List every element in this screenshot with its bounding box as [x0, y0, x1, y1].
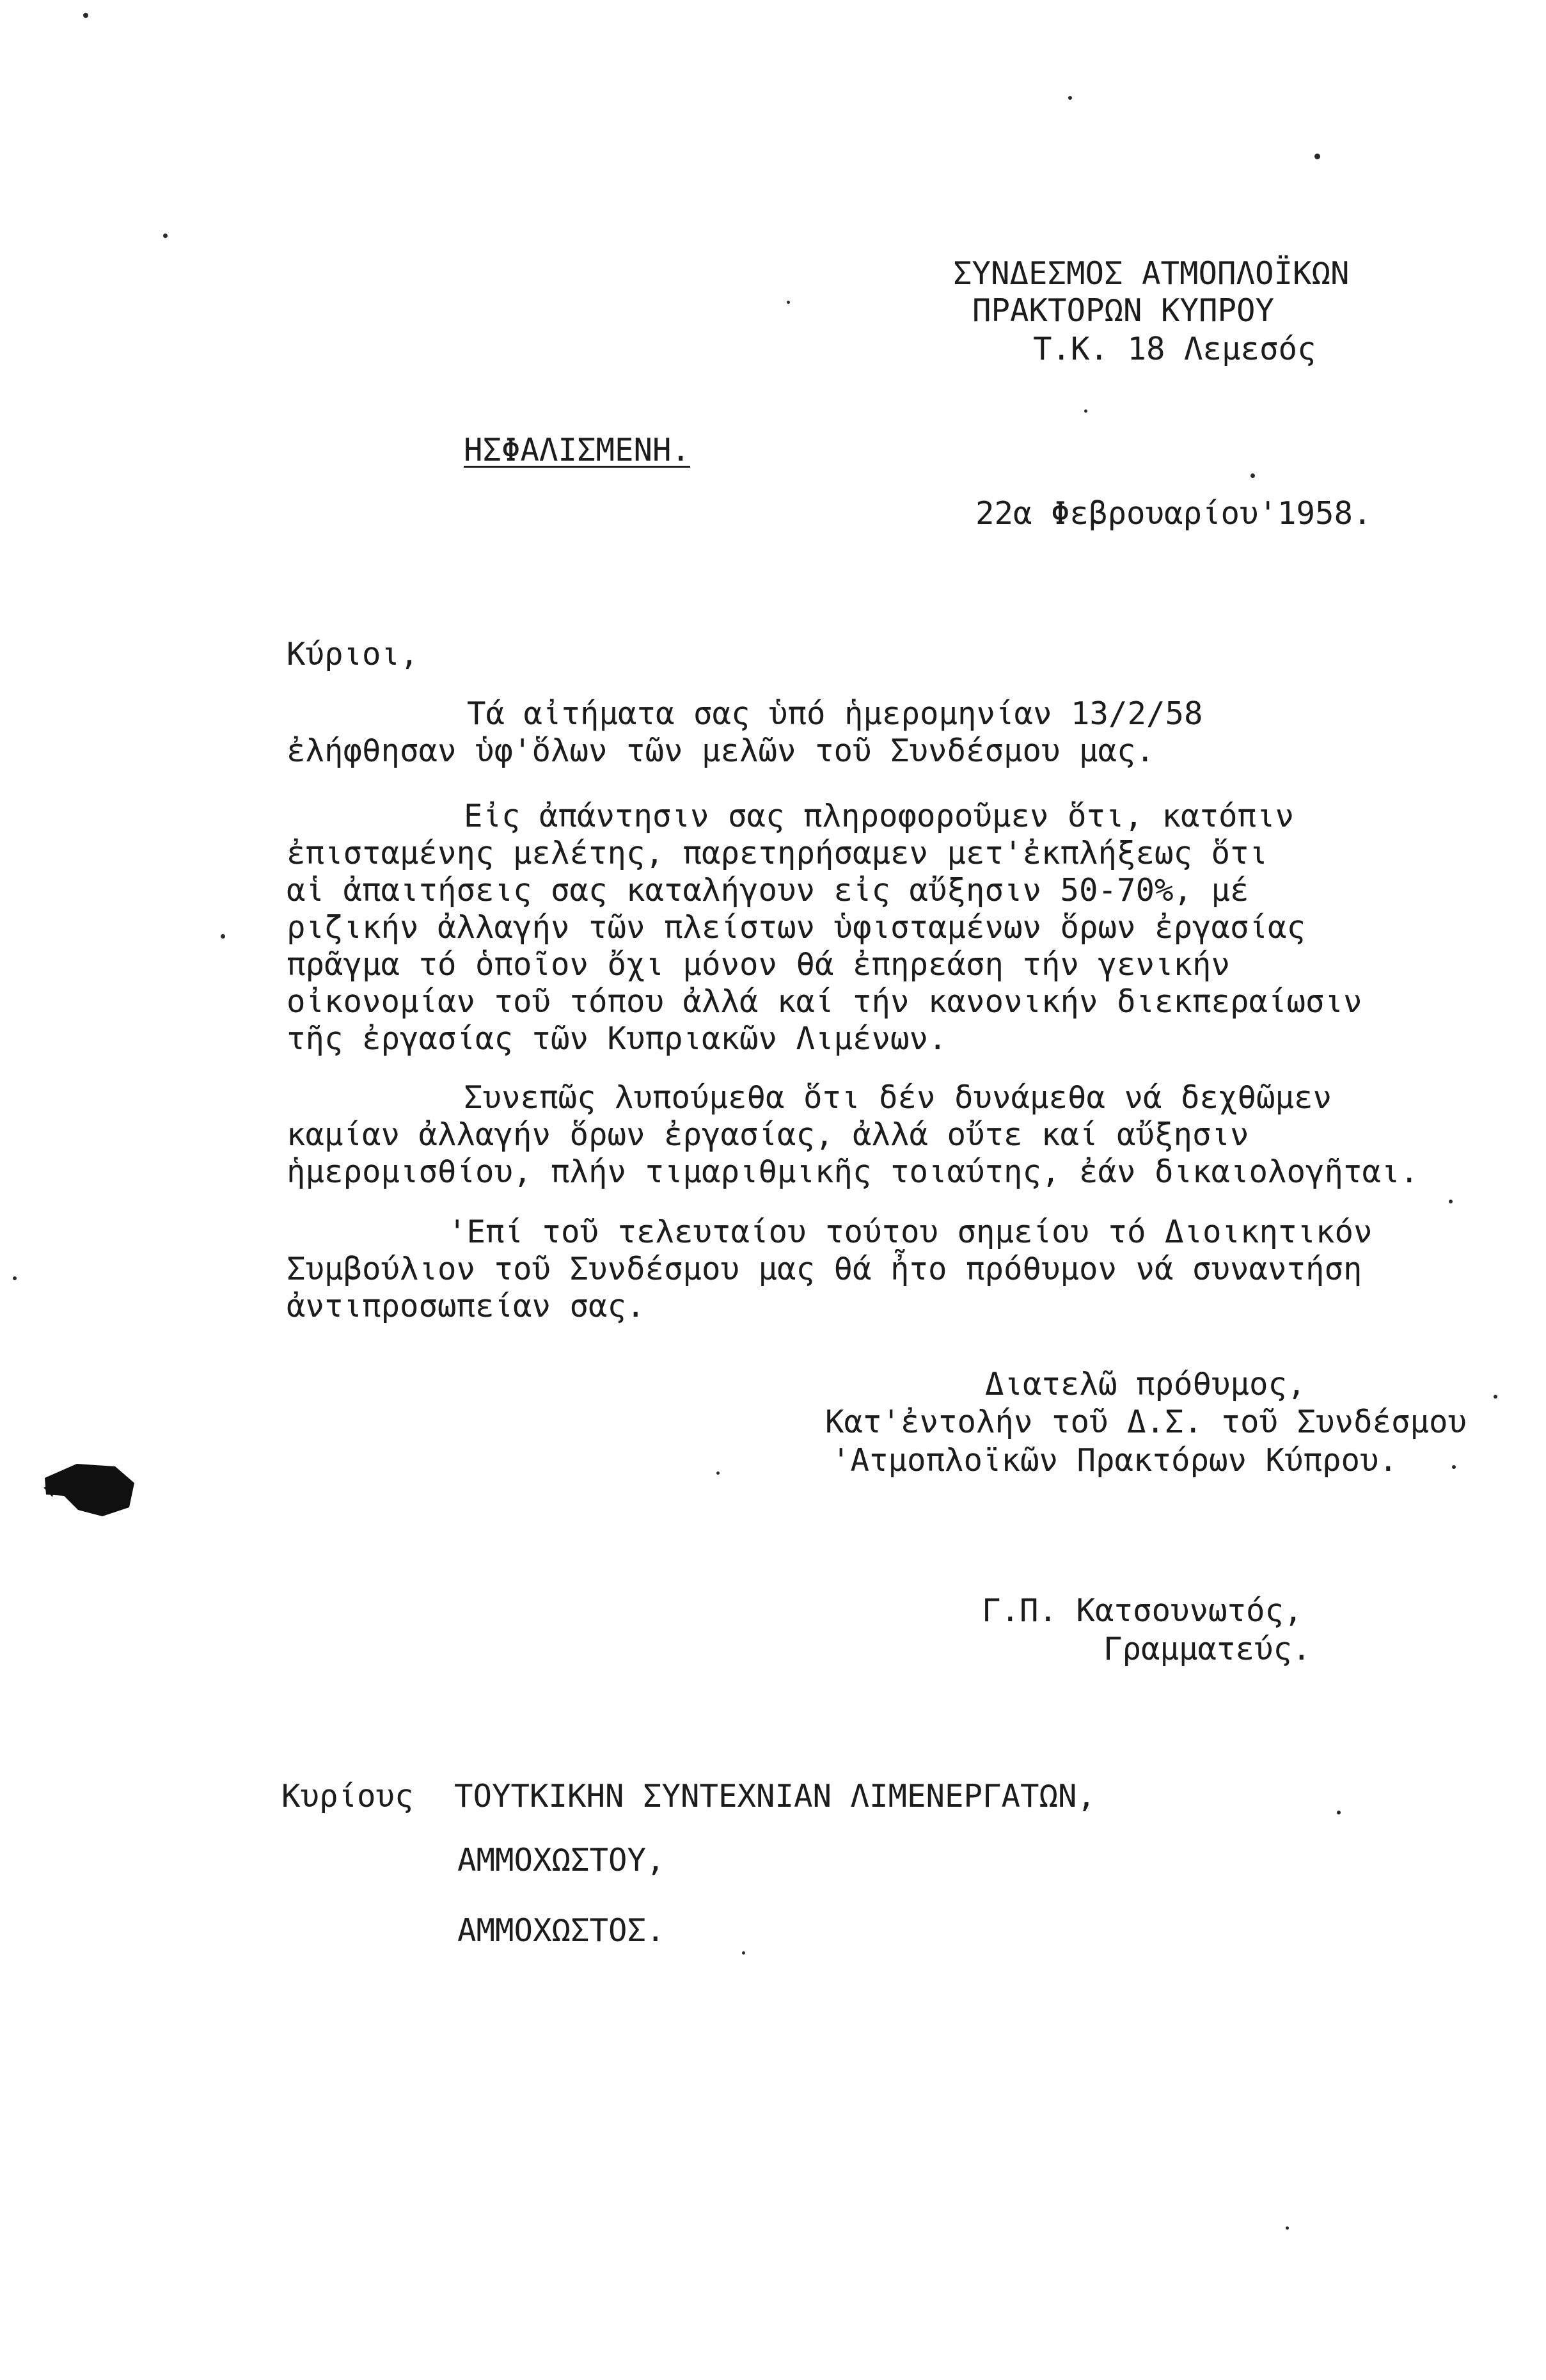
speck: [1449, 1200, 1453, 1203]
speck: [1286, 2226, 1289, 2230]
body-line: ἡμερομισθίου, πλήν τιμαριθμικῆς τοιαύτης, ἐάν δικαιολογῆται.: [287, 1154, 1419, 1190]
body-line: Τά αἰτήματα σας ὑπό ἡμερομηνίαν 13/2/58: [467, 695, 1203, 732]
salutation: Κύριοι,: [287, 636, 419, 672]
speck: [1337, 1811, 1341, 1814]
speck: [83, 13, 88, 18]
speck: [716, 1472, 720, 1475]
body-line: οἰκονομίαν τοῦ τόπου ἀλλά καί τήν κανονικήν διεκπεραίωσιν: [287, 983, 1362, 1020]
signatory-title: Γραμματεύς.: [1103, 1631, 1311, 1667]
body-line: καμίαν ἀλλαγήν ὅρων ἐργασίας, ἀλλά οὔτε καί αὔξησιν: [287, 1116, 1249, 1153]
closing-line: Κατ'ἐντολήν τοῦ Δ.Σ. τοῦ Συνδέσμου: [825, 1404, 1467, 1440]
body-line: ἐπισταμένης μελέτης, παρετηρήσαμεν μετ'ἐκπλήξεως ὅτι: [287, 835, 1268, 871]
letterhead-line-1: ΣΥΝΔΕΣΜΟΣ ΑΤΜΟΠΛΟΪΚΩΝ: [953, 255, 1350, 292]
closing-line: 'Ατμοπλοϊκῶν Πρακτόρων Κύπρου.: [832, 1442, 1398, 1479]
speck: [742, 1951, 745, 1955]
body-line: ριζικήν ἀλλαγήν τῶν πλείστων ὑφισταμένων ὅρων ἐργασίας: [287, 909, 1306, 946]
closing-line: Διατελῶ πρόθυμος,: [985, 1366, 1306, 1402]
speck: [1452, 1465, 1456, 1469]
body-line: ἐλήφθησαν ὑφ'ὅλων τῶν μελῶν τοῦ Συνδέσμου μας.: [287, 733, 1155, 769]
speck: [221, 934, 225, 939]
speck: [787, 301, 790, 304]
body-line: 'Επί τοῦ τελευταίου τούτου σημείου τό Διοικητικόν: [448, 1214, 1373, 1250]
body-line: Συνεπῶς λυπούμεθα ὅτι δέν δυνάμεθα νά δεχθῶμεν: [464, 1079, 1332, 1116]
speck: [1494, 1395, 1497, 1399]
speck: [1068, 96, 1072, 100]
ink-blot: [38, 1452, 141, 1523]
addressee-line-2: ΑΜΜΟΧΩΣΤΟΥ,: [457, 1842, 665, 1878]
body-line: ἀντιπροσωπείαν σας.: [287, 1288, 645, 1324]
speck: [163, 234, 168, 238]
addressee-label: Κυρίους: [281, 1778, 414, 1814]
registered-mark: ΗΣΦΑΛΙΣΜΕΝΗ.: [464, 432, 691, 468]
speck: [13, 1276, 17, 1280]
speck: [1314, 154, 1320, 159]
body-line: τῆς ἐργασίας τῶν Κυπριακῶν Λιμένων.: [287, 1020, 947, 1057]
letterhead-line-3: Τ.Κ. 18 Λεμεσός: [1033, 331, 1316, 367]
addressee-line-1: ΤΟΥΤΚΙΚΗΝ ΣΥΝΤΕΧΝΙΑΝ ΛΙΜΕΝΕΡΓΑΤΩΝ,: [454, 1778, 1096, 1814]
signatory-name: Γ.Π. Κατσουνωτός,: [982, 1592, 1303, 1629]
body-line: αἱ ἀπαιτήσεις σας καταλήγουν εἰς αὔξησιν 50-70%, μέ: [287, 872, 1249, 908]
body-line: Συμβούλιον τοῦ Συνδέσμου μας θά ἦτο πρόθυμον νά συναντήση: [287, 1251, 1362, 1287]
letter-date: 22α Φεβρουαρίου'1958.: [975, 495, 1372, 532]
body-line: Εἰς ἀπάντησιν σας πληροφοροῦμεν ὅτι, κατόπιν: [464, 798, 1295, 834]
body-line: πρᾶγμα τό ὁποῖον ὄχι μόνον θά ἐπηρεάση τήν γενικήν: [287, 946, 1231, 983]
addressee-line-3: ΑΜΜΟΧΩΣΤΟΣ.: [457, 1912, 665, 1949]
speck: [1084, 409, 1087, 413]
letterhead-line-2: ΠΡΑΚΤΟΡΩΝ ΚΥΠΡΟΥ: [972, 292, 1275, 329]
speck: [1250, 473, 1255, 478]
